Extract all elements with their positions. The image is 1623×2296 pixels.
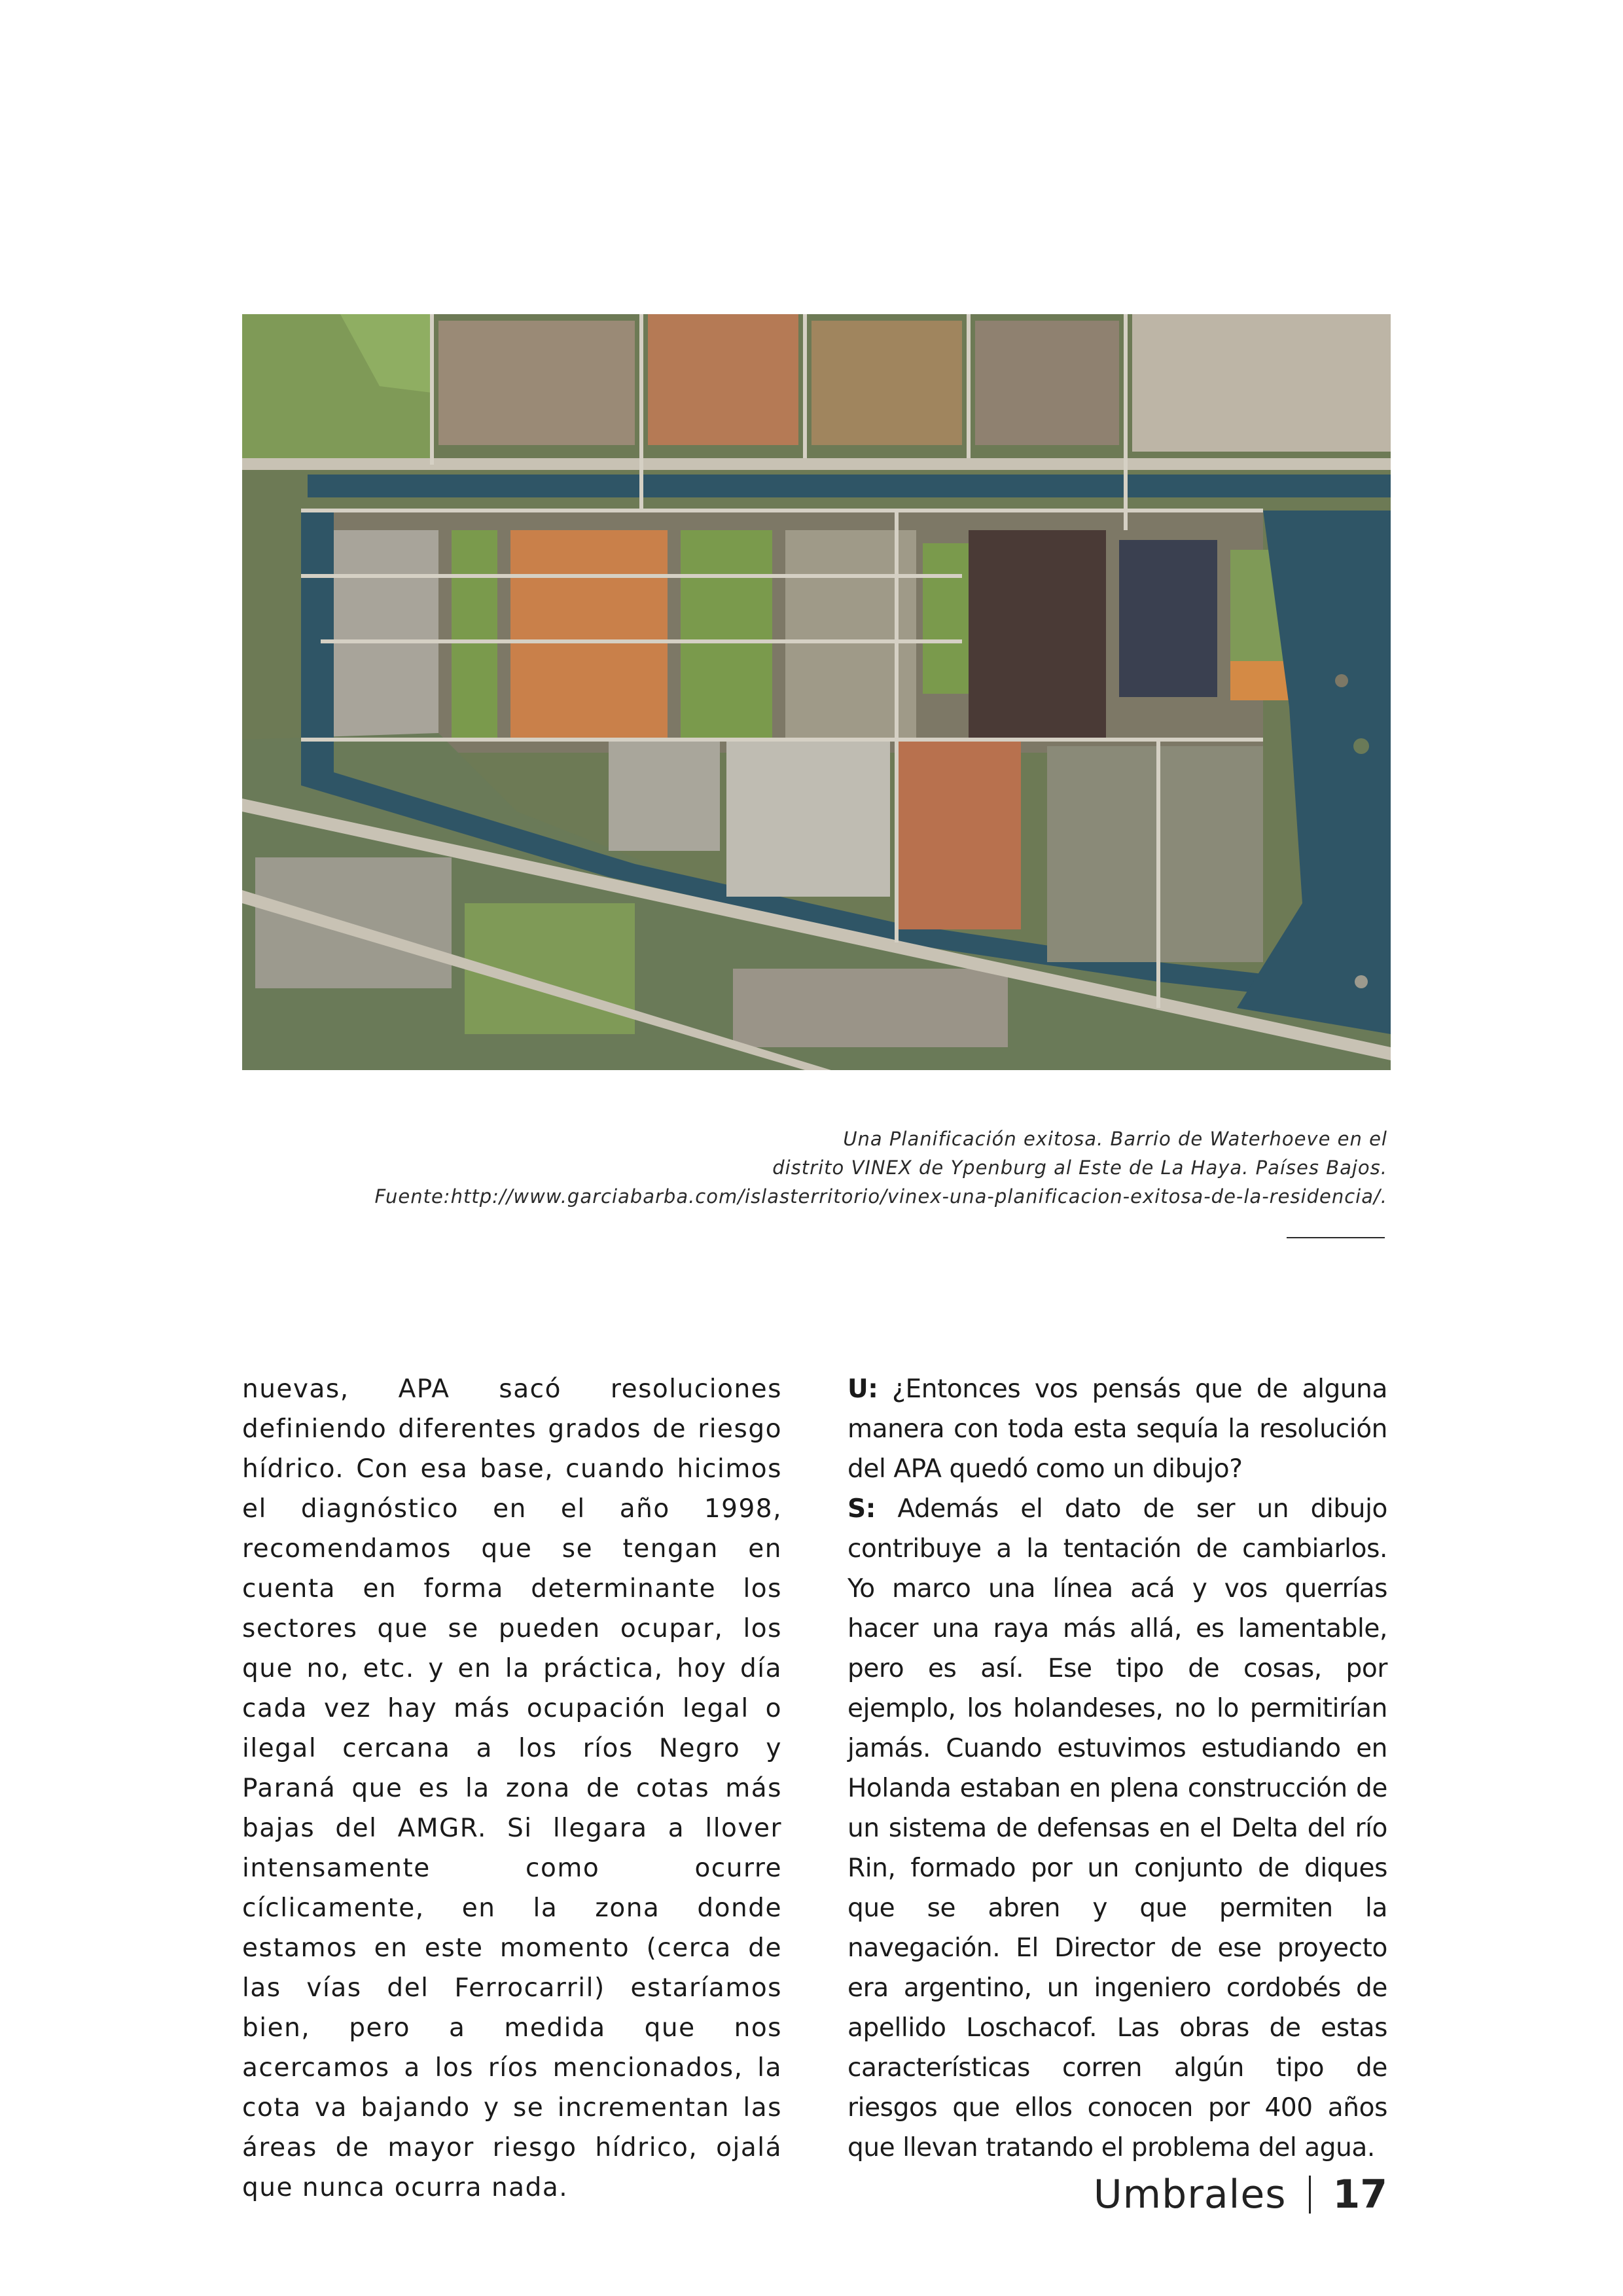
aerial-photo [242,314,1391,1070]
aerial-photo-illustration [242,314,1391,1070]
caption-line: Fuente:http://www.garciabarba.com/islasterritorio/vinex-una-planificacion-exitosa-de-la-residencia/. [374,1185,1387,1208]
answer-text: Además el dato de ser un dibujo contribuye a la tentación de cambiarlos. Yo marco una línea acá y vos querrías hacer una raya más allá, es lamentable, pero es así. Ese tipo de cosas, por ejemplo, los holandeses, no lo permitirían jamás. Cuando estuvimos estudiando en Holanda estaban en plena construcción de un sistema de defensas en el Delta del río Rin, formado por un conjunto de diques que se abren y que permiten la navegación. El Director de ese proyecto era argentino, un ingeniero cordobés de apellido Loschacof. Las obras de estas características corren algún tipo de riesgos que ellos conocen por 400 años que llevan tratando el problema del agua. [847,1494,1387,2162]
body-column-left [242,1369,782,2208]
page-number: 17 [1332,2172,1387,2217]
body-paragraph: nuevas, APA sacó resoluciones definiendo diferentes grados de riesgo hídrico. Con esa base, cuando hicimos el diagnóstico en el año 1998, recomendamos que se tengan en cuenta en forma determinante los sectores que se pueden ocupar, los que no, etc. y en la práctica, hoy día cada vez hay más ocupación legal o ilegal cercana a los ríos Negro y Paraná que es la zona de cotas más bajas del AMGR. Si llegara a llover intensamente como ocurre cíclicamente, en la zona donde estamos en este momento (cerca de las vías del Ferrocarril) estaríamos bien, pero a medida que nos acercamos a los ríos mencionados, la cota va bajando y se incrementan las áreas de mayor riesgo hídrico, ojalá que nunca ocurra nada. [242,1374,782,2202]
caption-line: distrito VINEX de Ypenburg al Este de La Haya. Países Bajos. [772,1157,1387,1179]
footer-separator [1309,2176,1311,2214]
figure-caption [144,1124,1387,1211]
body-column-right [847,1369,1387,2168]
speaker-label: S: [847,1494,876,1524]
caption-line: Una Planificación exitosa. Barrio de Waterhoeve en el [843,1128,1387,1150]
interview-answer [847,1489,1387,2168]
caption-divider [1287,1237,1385,1238]
speaker-label: U: [847,1374,878,1404]
journal-name: Umbrales [1093,2172,1287,2217]
question-text: ¿Entonces vos pensás que de alguna manera con toda esta sequía la resolución del APA quedó como un dibujo? [847,1374,1387,1484]
interview-question [847,1369,1387,1489]
page-footer [1094,2172,1387,2217]
